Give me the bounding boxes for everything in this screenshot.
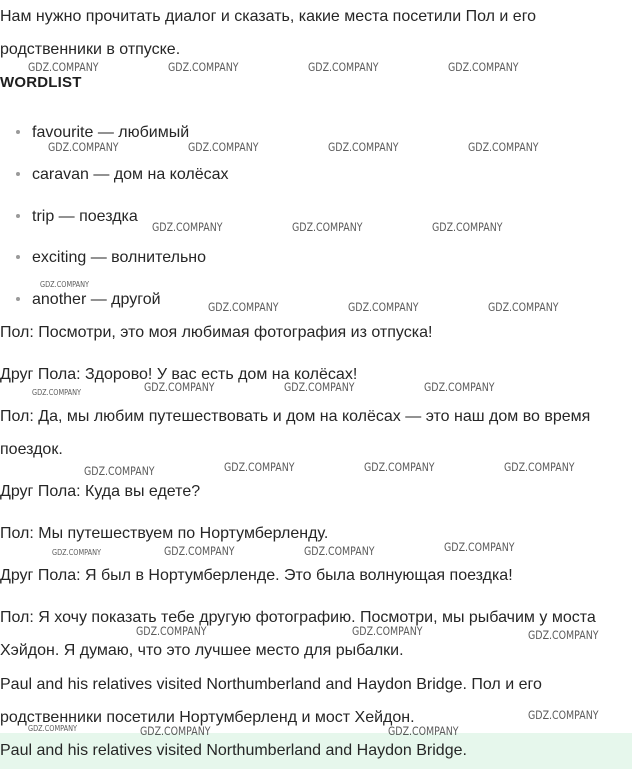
wordlist-item-text: favourite — любимый bbox=[32, 124, 190, 141]
wordlist-heading: WORDLIST bbox=[0, 74, 82, 91]
watermark: GDZ.COMPANY bbox=[40, 280, 90, 289]
watermark: GDZ.COMPANY bbox=[328, 140, 399, 154]
watermark: GDZ.COMPANY bbox=[528, 628, 599, 642]
bullet-icon bbox=[16, 214, 20, 218]
watermark: GDZ.COMPANY bbox=[504, 460, 575, 474]
summary-line-1: Paul and his relatives visited Northumberland and Haydon Bridge. Пол и его bbox=[0, 676, 542, 693]
dialog-line: Пол: Мы путешествуем по Нортумберленду. bbox=[0, 525, 329, 542]
wordlist-item-text: trip — поездка bbox=[32, 208, 138, 225]
watermark: GDZ.COMPANY bbox=[424, 380, 495, 394]
watermark: GDZ.COMPANY bbox=[348, 300, 419, 314]
watermark: GDZ.COMPANY bbox=[84, 464, 155, 478]
watermark: GDZ.COMPANY bbox=[388, 724, 459, 738]
watermark: GDZ.COMPANY bbox=[308, 60, 379, 74]
watermark: GDZ.COMPANY bbox=[432, 220, 503, 234]
watermark: GDZ.COMPANY bbox=[152, 220, 223, 234]
watermark: GDZ.COMPANY bbox=[224, 460, 295, 474]
wordlist-item bbox=[16, 207, 138, 227]
summary-line-2: родственники посетили Нортумберленд и мост Хейдон. bbox=[0, 709, 415, 726]
watermark: GDZ.COMPANY bbox=[164, 544, 235, 558]
wordlist-item-text: exciting — волнительно bbox=[32, 249, 207, 266]
watermark: GDZ.COMPANY bbox=[168, 60, 239, 74]
bullet-icon bbox=[16, 172, 20, 176]
watermark: GDZ.COMPANY bbox=[448, 60, 519, 74]
watermark: GDZ.COMPANY bbox=[444, 540, 515, 554]
watermark: GDZ.COMPANY bbox=[488, 300, 559, 314]
dialog-line: Хэйдон. Я думаю, что это лучшее место для рыбалки. bbox=[0, 642, 404, 659]
wordlist-item bbox=[16, 165, 229, 185]
dialog-line: Друг Пола: Здорово! У вас есть дом на колёсах! bbox=[0, 366, 358, 383]
dialog-line: Друг Пола: Я был в Нортумберленде. Это была волнующая поездка! bbox=[0, 567, 513, 584]
wordlist-item bbox=[16, 248, 206, 268]
dialog-line: поездок. bbox=[0, 441, 63, 458]
answer-text: Paul and his relatives visited Northumberland and Haydon Bridge. bbox=[0, 742, 467, 759]
answer-box bbox=[0, 733, 632, 769]
intro-line-1: Нам нужно прочитать диалог и сказать, какие места посетили Пол и его bbox=[0, 8, 537, 25]
watermark: GDZ.COMPANY bbox=[140, 724, 211, 738]
watermark: GDZ.COMPANY bbox=[352, 624, 423, 638]
watermark: GDZ.COMPANY bbox=[52, 548, 102, 557]
bullet-icon bbox=[16, 130, 20, 134]
wordlist-item bbox=[16, 290, 161, 310]
dialog-line: Друг Пола: Куда вы едете? bbox=[0, 483, 201, 500]
watermark: GDZ.COMPANY bbox=[188, 140, 259, 154]
watermark: GDZ.COMPANY bbox=[528, 708, 599, 722]
bullet-icon bbox=[16, 255, 20, 259]
dialog-line: Пол: Я хочу показать тебе другую фотографию. Посмотри, мы рыбачим у моста bbox=[0, 609, 596, 626]
watermark: GDZ.COMPANY bbox=[284, 380, 355, 394]
watermark: GDZ.COMPANY bbox=[136, 624, 207, 638]
wordlist-item-text: another — другой bbox=[32, 291, 161, 308]
wordlist-item-text: caravan — дом на колёсах bbox=[32, 166, 229, 183]
watermark: GDZ.COMPANY bbox=[28, 724, 78, 733]
intro-line-2: родственники в отпуске. bbox=[0, 41, 181, 58]
dialog-line: Пол: Да, мы любим путешествовать и дом на колёсах — это наш дом во время bbox=[0, 408, 591, 425]
watermark: GDZ.COMPANY bbox=[208, 300, 279, 314]
watermark: GDZ.COMPANY bbox=[28, 60, 99, 74]
watermark: GDZ.COMPANY bbox=[292, 220, 363, 234]
bullet-icon bbox=[16, 297, 20, 301]
watermark: GDZ.COMPANY bbox=[32, 388, 82, 397]
watermark: GDZ.COMPANY bbox=[468, 140, 539, 154]
watermark: GDZ.COMPANY bbox=[144, 380, 215, 394]
watermark: GDZ.COMPANY bbox=[304, 544, 375, 558]
watermark: GDZ.COMPANY bbox=[364, 460, 435, 474]
watermark: GDZ.COMPANY bbox=[48, 140, 119, 154]
dialog-line: Пол: Посмотри, это моя любимая фотография из отпуска! bbox=[0, 324, 433, 341]
